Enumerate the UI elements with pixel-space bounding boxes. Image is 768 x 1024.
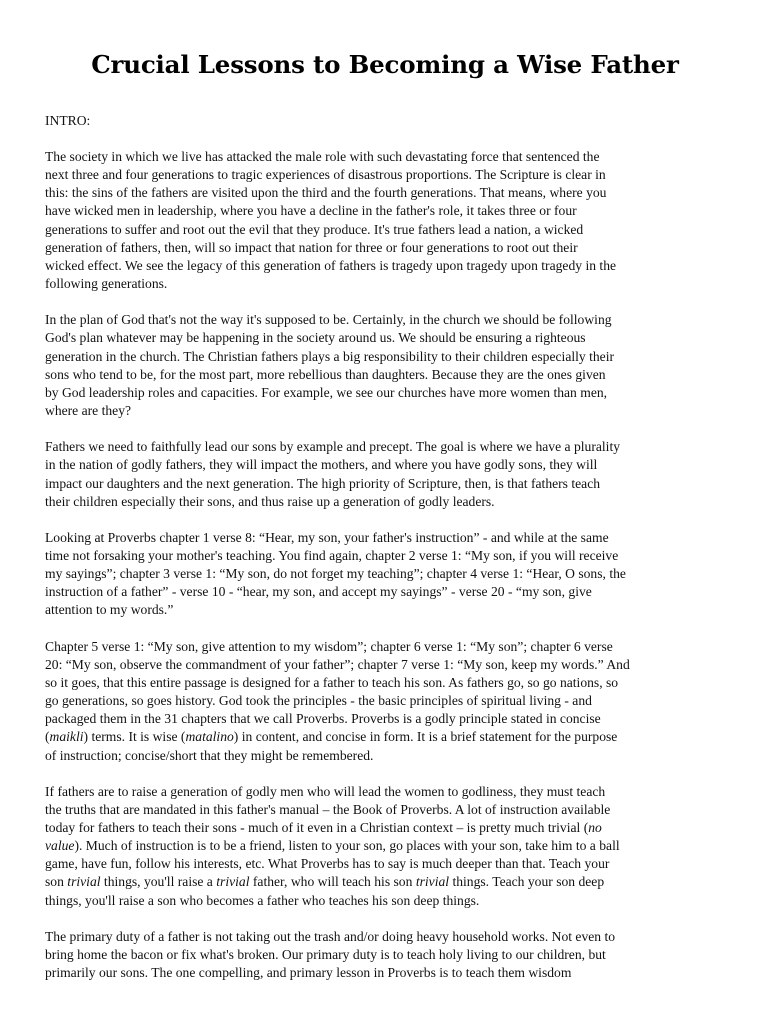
- italic-term: trivial: [216, 874, 250, 890]
- paragraph-4: [45, 529, 725, 620]
- paragraph-7: [45, 928, 725, 982]
- paragraph-line: [45, 728, 725, 746]
- paragraph-line: attention to my words.”: [45, 602, 174, 618]
- paragraph-line: 20: “My son, observe the commandment of your father”; chapter 7 verse 1: “My son, keep my words.” And: [45, 656, 630, 672]
- text-run: son: [45, 874, 68, 890]
- italic-term: value: [45, 838, 75, 854]
- paragraph-line: so it goes, that this entire passage is designed for a father to teach his son. As fathers go, so go nations, so: [45, 674, 619, 690]
- paragraph-line: the truths that are mandated in this father's manual – the Book of Proverbs. A lot of instruction available: [45, 801, 611, 817]
- paragraph-line: Looking at Proverbs chapter 1 verse 8: “Hear, my son, your father's instruction” - and while at the same: [45, 529, 609, 545]
- paragraph-2: [45, 311, 725, 420]
- paragraph-line: next three and four generations to tragic experiences of disastrous proportions. The Scripture is clear in: [45, 167, 606, 183]
- paragraph-line: in the nation of godly fathers, they will impact the mothers, and where you have godly sons, they will: [45, 457, 598, 473]
- document-title: Crucial Lessons to Becoming a Wise Father: [91, 50, 679, 79]
- paragraph-line: In the plan of God that's not the way it's supposed to be. Certainly, in the church we should be following: [45, 312, 612, 328]
- paragraph-line: primarily our sons. The one compelling, and primary lesson in Proverbs is to teach them wisdom: [45, 965, 572, 981]
- paragraph-1: [45, 148, 725, 293]
- italic-term: trivial: [415, 874, 450, 890]
- paragraph-line: sons who tend to be, for the most part, more rebellious than daughters. Because they are the ones given: [45, 366, 606, 382]
- text-run: (: [45, 729, 50, 745]
- text-run: things. Teach your son deep: [449, 874, 605, 890]
- document-page: [45, 48, 725, 1000]
- paragraph-line: following generations.: [45, 276, 168, 292]
- text-run: today for fathers to teach their sons - much of it even in a Christian context – is pretty much trivial (: [45, 820, 589, 835]
- paragraph-line: where are they?: [45, 403, 132, 419]
- paragraph-line: God's plan whatever may be happening in the society around us. We should be ensuring a righteous: [45, 330, 586, 346]
- italic-term: no: [588, 820, 602, 835]
- paragraph-line: generation in the church. The Christian fathers plays a big responsibility to their children especially their: [45, 348, 615, 364]
- paragraph-line: game, have fun, follow his interests, etc. What Proverbs has to say is much deeper than that. Teach your: [45, 856, 610, 872]
- paragraph-line: of instruction; concise/short that they might be remembered.: [45, 747, 374, 763]
- intro-label: INTRO:: [45, 113, 91, 128]
- paragraph-line: have wicked men in leadership, where you have a decline in the father's role, it takes three or four: [45, 203, 577, 219]
- paragraph-5: [45, 638, 725, 765]
- text-run: ) terms. It is wise (: [83, 729, 186, 745]
- paragraph-line: by God leadership roles and capacities. For example, we see our churches have more women than men,: [45, 384, 608, 400]
- paragraph-line: If fathers are to raise a generation of godly men who will lead the women to godliness, they must teach: [45, 783, 606, 799]
- text-run: ) in content, and concise in form. It is a brief statement for the purpose: [233, 729, 618, 745]
- paragraph-line: go generations, so goes history. God took the principles - the basic principles of spiritual living - and: [45, 693, 592, 709]
- paragraph-line: time not forsaking your mother's teaching. You find again, chapter 2 verse 1: “My son, if you will receive: [45, 547, 619, 563]
- italic-term: trivial: [67, 874, 101, 890]
- paragraph-line: my sayings”; chapter 3 verse 1: “My son, do not forget my teaching”; chapter 4 verse 1: “Hear, O sons, the: [45, 566, 626, 582]
- paragraph-line: The society in which we live has attacked the male role with such devastating force that sentenced the: [45, 149, 600, 164]
- paragraph-3: [45, 438, 725, 511]
- paragraph-line: [45, 873, 725, 891]
- text-run: things, you'll raise a: [100, 874, 217, 890]
- paragraph-line: their children especially their sons, and thus raise up a generation of godly leaders.: [45, 493, 495, 509]
- text-run: ). Much of instruction is to be a friend, listen to your son, go places with your son, take him to a ball: [74, 838, 620, 854]
- paragraph-line: [45, 837, 725, 855]
- italic-term: maikli: [49, 729, 84, 745]
- paragraph-line: generation of fathers, then, will so impact that nation for three or four generations to root out their: [45, 239, 578, 255]
- paragraph-6: [45, 783, 725, 910]
- paragraph-line: generations to suffer and root out the evil that they produce. It's true fathers lead a nation, a wicked: [45, 221, 584, 237]
- paragraph-line: bring home the bacon or fix what's broken. Our primary duty is to teach holy living to our children, but: [45, 946, 606, 962]
- paragraph-line: packaged them in the 31 chapters that we call Proverbs. Proverbs is a godly principle stated in concise: [45, 711, 601, 727]
- paragraph-line: instruction of a father” - verse 10 - “hear, my son, and accept my sayings” - verse 20 - “my son, give: [45, 584, 592, 600]
- paragraph-line: [45, 819, 725, 837]
- paragraph-line: impact our daughters and the next generation. The high priority of Scripture, then, is that fathers teach: [45, 475, 601, 491]
- paragraph-line: things, you'll raise a son who becomes a father who teaches his son deep things.: [45, 892, 480, 908]
- paragraph-line: Fathers we need to faithfully lead our sons by example and precept. The goal is where we have a plurality: [45, 439, 621, 455]
- paragraph-line: wicked effect. We see the legacy of this generation of fathers is tragedy upon tragedy upon tragedy in the: [45, 257, 617, 273]
- paragraph-line: The primary duty of a father is not taking out the trash and/or doing heavy household works. Not even to: [45, 928, 616, 944]
- italic-term: matalino: [185, 729, 234, 745]
- paragraph-line: this: the sins of the fathers are visited upon the third and the fourth generations. That means, where you: [45, 185, 607, 201]
- paragraph-line: Chapter 5 verse 1: “My son, give attention to my wisdom”; chapter 6 verse 1: “My son”; chapter 6 verse: [45, 638, 613, 654]
- text-run: father, who will teach his son: [249, 874, 416, 890]
